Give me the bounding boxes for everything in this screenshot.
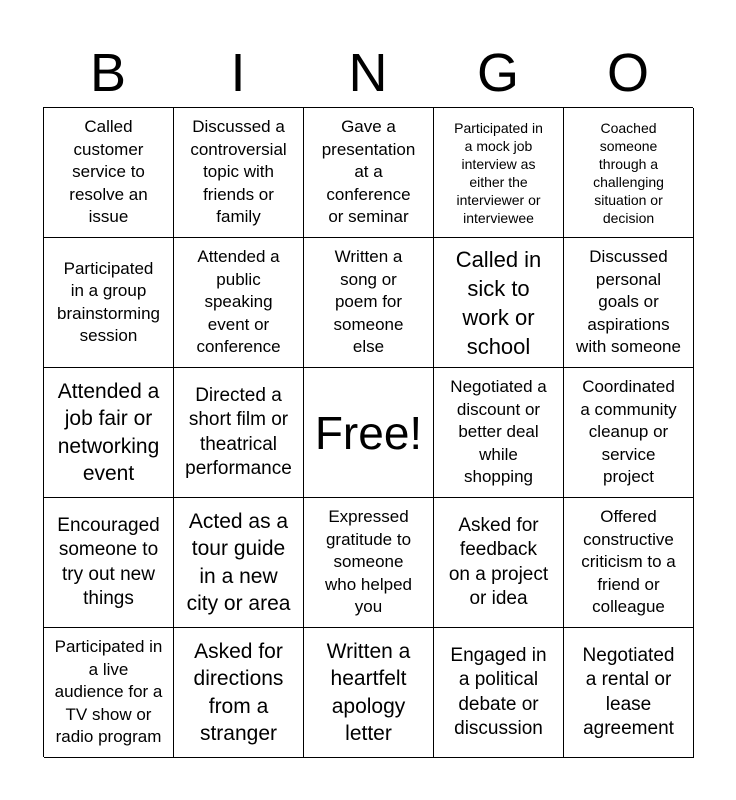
bingo-cell[interactable] xyxy=(564,368,694,498)
header-letter-o: O xyxy=(606,43,649,103)
bingo-cell[interactable] xyxy=(44,108,174,238)
bingo-cell[interactable] xyxy=(304,108,434,238)
bingo-cell[interactable] xyxy=(304,628,434,758)
cell-text: Attended a job fair or networking event xyxy=(57,379,160,485)
bingo-cell[interactable] xyxy=(304,498,434,628)
bingo-cell[interactable] xyxy=(434,368,564,498)
cell-text: Written a heartfelt apology letter xyxy=(326,639,411,745)
cell-text: Engaged in a political debate or discussion xyxy=(450,644,547,739)
bingo-cell[interactable] xyxy=(44,238,174,368)
cell-text: Directed a short film or theatrical performance xyxy=(185,384,292,479)
bingo-cell[interactable] xyxy=(434,108,564,238)
header-letter-b: B xyxy=(89,43,127,103)
bingo-cell[interactable] xyxy=(174,368,304,498)
bingo-cell[interactable] xyxy=(434,498,564,628)
cell-text: Coordinated a community cleanup or service project xyxy=(580,377,677,487)
cell-text: Written a song or poem for someone else xyxy=(333,247,404,357)
bingo-cell[interactable] xyxy=(174,108,304,238)
bingo-cell[interactable] xyxy=(564,498,694,628)
bingo-cell[interactable] xyxy=(564,108,694,238)
cell-text: Attended a public speaking event or conference xyxy=(196,247,281,357)
cell-text: Acted as a tour guide in a new city or area xyxy=(186,509,291,615)
bingo-cell[interactable] xyxy=(564,238,694,368)
cell-text: Participated in a live audience for a TV show or radio program xyxy=(54,637,163,747)
bingo-cell[interactable] xyxy=(44,628,174,758)
header-letter-g: G xyxy=(476,43,519,103)
bingo-cell[interactable] xyxy=(564,628,694,758)
cell-text: Participated in a group brainstorming session xyxy=(57,258,160,345)
cell-text: Expressed gratitude to someone who helped you xyxy=(325,507,412,617)
bingo-cell[interactable] xyxy=(434,628,564,758)
bingo-board xyxy=(43,107,693,757)
bingo-cell[interactable] xyxy=(304,238,434,368)
cell-text: Called in sick to work or school xyxy=(455,246,542,359)
header-letter-i: I xyxy=(230,43,246,103)
cell-text: Discussed personal goals or aspirations with someone xyxy=(576,247,681,357)
cell-text: Participated in a mock job interview as either the interviewer or interviewee xyxy=(454,119,543,226)
cell-text: Coached someone through a challenging situation or decision xyxy=(593,119,664,226)
header-letter-n: N xyxy=(348,43,388,103)
cell-text: Negotiated a discount or better deal while shopping xyxy=(450,377,547,487)
cell-text: Offered constructive criticism to a friend or colleague xyxy=(581,507,676,617)
cell-text: Discussed a controversial topic with friends or family xyxy=(190,117,287,227)
free-space-cell[interactable] xyxy=(304,368,434,498)
cell-text: Negotiated a rental or lease agreement xyxy=(582,644,675,739)
bingo-cell[interactable] xyxy=(44,498,174,628)
bingo-cell[interactable] xyxy=(174,628,304,758)
bingo-cell[interactable] xyxy=(434,238,564,368)
cell-text: Encouraged someone to try out new things xyxy=(57,514,160,609)
cell-text: Called customer service to resolve an issue xyxy=(69,117,148,227)
bingo-cell[interactable] xyxy=(44,368,174,498)
cell-text: Gave a presentation at a conference or seminar xyxy=(321,117,416,227)
bingo-header xyxy=(43,40,693,106)
free-space-text: Free! xyxy=(314,406,423,459)
cell-text: Asked for feedback on a project or idea xyxy=(448,514,549,609)
bingo-cell[interactable] xyxy=(174,498,304,628)
cell-text: Asked for directions from a stranger xyxy=(193,639,284,745)
bingo-cell[interactable] xyxy=(174,238,304,368)
